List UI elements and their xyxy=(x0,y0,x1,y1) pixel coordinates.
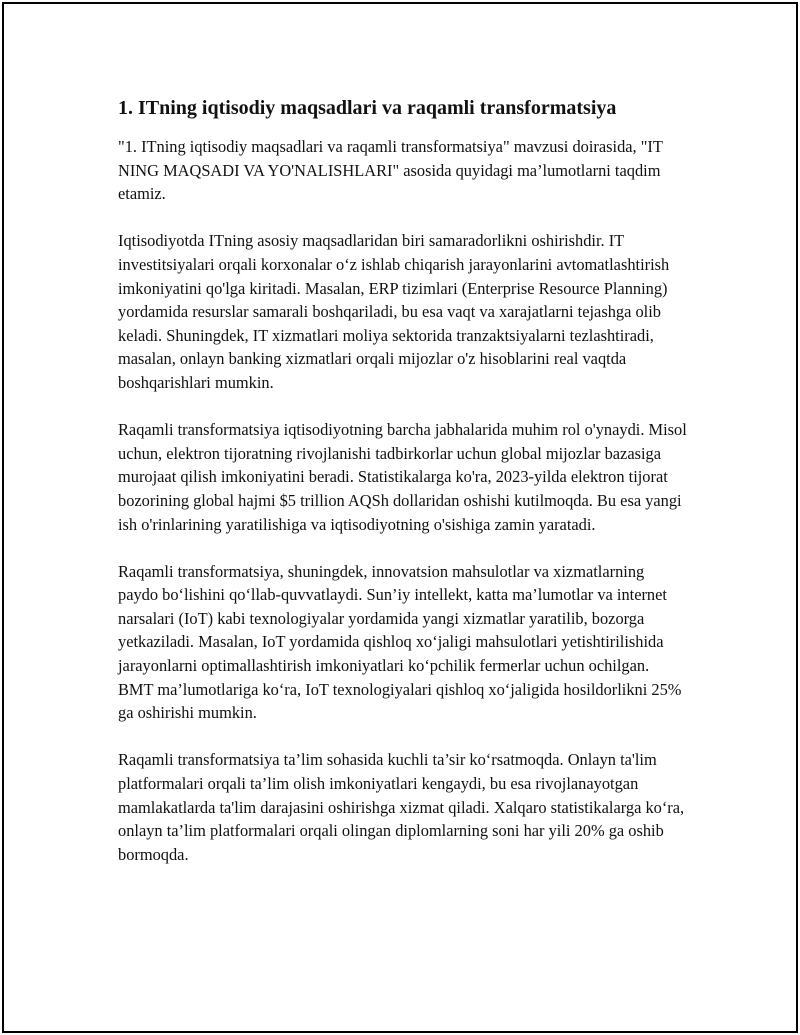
document-body xyxy=(118,95,688,890)
ecommerce-paragraph: Raqamli transformatsiya iqtisodiyotning barcha jabhalarida muhim rol o'ynaydi. Misol uchun, elektron tijoratning rivojlanishi tadbirkorlar uchun global mijozlar bazasiga murojaat qilish imkoniyatini beradi. Statistikalarga ko'ra, 2023-yilda elektron tijorat bozorining global hajmi $5 trillion AQSh dollaridan oshishi kutilmoqda. Bu esa yangi ish o'rinlarining yaratilishiga va iqtisodiyotning o'sishiga zamin yaratadi. xyxy=(118,420,687,534)
education-paragraph: Raqamli transformatsiya ta’lim sohasida kuchli ta’sir ko‘rsatmoqda. Onlayn ta'lim platformalari orqali ta’lim olish imkoniyatlari kengaydi, bu esa rivojlanayotgan mamlakatlarda ta'lim darajasini oshirishga xizmat qiladi. Xalqaro statistikalarga ko‘ra, onlayn ta’lim platformalari orqali olingan diplomlarning soni har yili 20% ga oshib bormoqda. xyxy=(118,750,685,864)
intro-paragraph: "1. ITning iqtisodiy maqsadlari va raqamli transformatsiya" mavzusi doirasida, "IT NING MAQSADI VA YO'NALISHLARI" asosida quyidagi ma’lumotlarni taqdim etamiz. xyxy=(118,137,663,204)
efficiency-paragraph: Iqtisodiyotda ITning asosiy maqsadlaridan biri samaradorlikni oshirishdir. IT investitsiyalari orqali korxonalar o‘z ishlab chiqarish jarayonlarini avtomatlashtirish imkoniyatini qo'lga kiritadi. Masalan, ERP tizimlari (Enterprise Resource Planning) yordamida resurslar samarali boshqariladi, bu esa vaqt va xarajatlarni tejashga olib keladi. Shuningdek, IT xizmatlari moliya sektorida tranzaktsiyalarni tezlashtiradi, masalan, onlayn banking xizmatlari orqali mijozlar o'z hisoblarini real vaqtda boshqarishlari mumkin. xyxy=(118,231,670,392)
section-heading: 1. ITning iqtisodiy maqsadlari va raqamli transformatsiya xyxy=(118,97,617,119)
innovation-paragraph: Raqamli transformatsiya, shuningdek, innovatsion mahsulotlar va xizmatlarning paydo bo‘lishini qo‘llab-quvvatlaydi. Sun’iy intellekt, katta ma’lumotlar va internet narsalari (IoT) kabi texnologiyalar yordamida yangi xizmatlar yaratilib, bozorga yetkaziladi. Masalan, IoT yordamida qishloq xo‘jaligi mahsulotlari yetishtirilishida jarayonlarni optimallashtirish imkoniyatlari ko‘pchilik fermerlar uchun ochilgan. BMT ma’lumotlariga ko‘ra, IoT texnologiyalari qishloq xo‘jaligida hosildorlikni 25% ga oshirishi mumkin. xyxy=(118,561,682,723)
